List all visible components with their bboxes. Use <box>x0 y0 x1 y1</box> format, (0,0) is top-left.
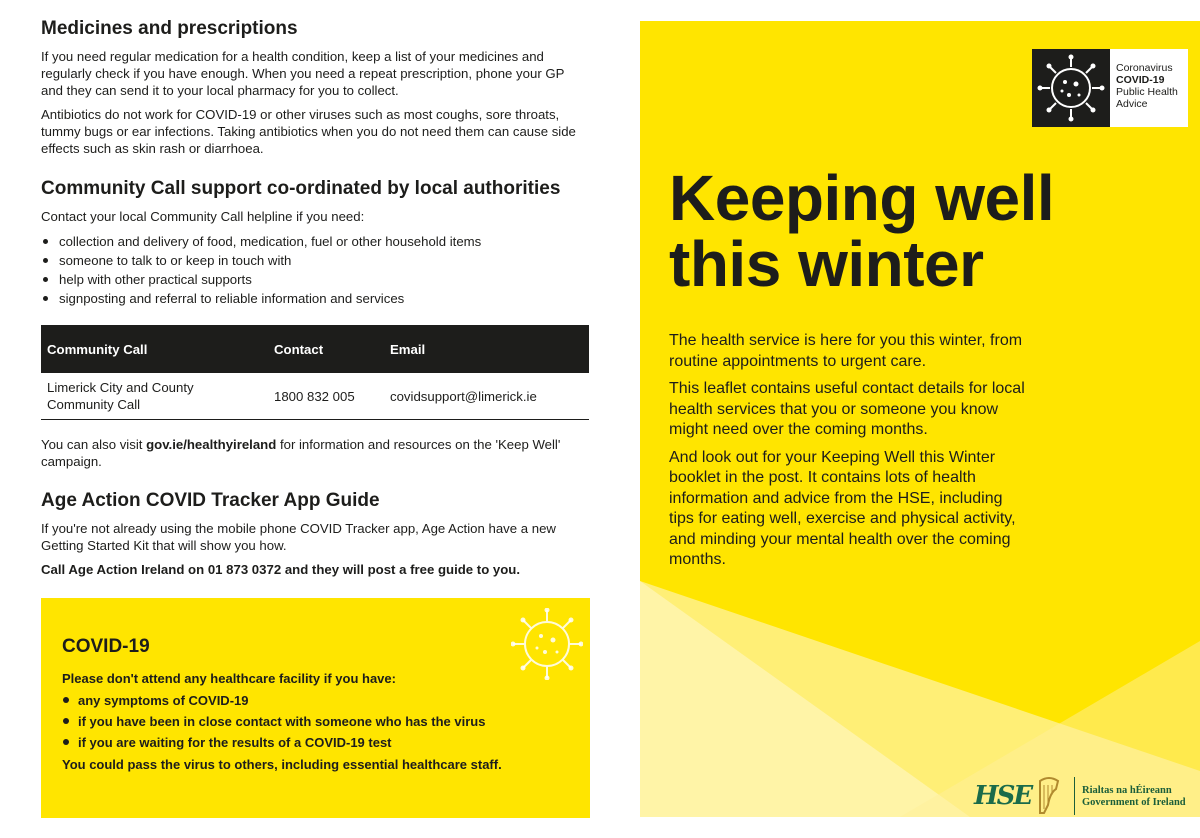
medicines-paragraph-1: If you need regular medication for a health condition, keep a list of your medicines and regularly check if you have enough. When you need a repeat prescription, phone your GP and they can send it to your local pharmacy for you to collect. <box>41 49 565 98</box>
visit-paragraph <box>41 436 589 470</box>
harp-icon <box>1036 775 1062 815</box>
medicines-section <box>41 18 589 164</box>
cover-paragraph-3: And look out for your Keeping Well this Winter booklet in the post. It contains lots of health information and advice from the HSE, including tips for eating well, exercise and physical activity, and minding your mental health over the coming months. <box>669 448 1016 568</box>
footer-logos <box>970 773 1200 817</box>
hse-logo-text: HSE <box>974 781 1032 811</box>
covid-box-list <box>62 690 485 753</box>
list-item: if you have been in close contact with someone who has the virus <box>62 711 485 732</box>
gov-line-2: Government of Ireland <box>1082 797 1186 808</box>
logo-line-1: Coronavirus <box>1116 62 1173 74</box>
header-email: Email <box>384 325 589 373</box>
covid-box-intro: Please don't attend any healthcare facility if you have: <box>62 671 396 686</box>
list-item: if you are waiting for the results of a COVID-19 test <box>62 732 485 753</box>
logo-virus-icon <box>1032 49 1110 127</box>
age-action-paragraph-1: If you're not already using the mobile phone COVID Tracker app, Age Action have a new Getting Started Kit that will show you how. <box>41 521 556 553</box>
cover-body <box>669 331 1029 578</box>
cover-panel <box>640 21 1200 817</box>
logo-line-2: COVID-19 <box>1116 74 1165 86</box>
logo-line-4: Advice <box>1116 98 1148 110</box>
title-line-2: this winter <box>669 228 984 300</box>
list-item: signposting and referral to reliable information and services <box>41 289 589 308</box>
list-item: collection and delivery of food, medication, fuel or other household items <box>41 232 589 251</box>
virus-icon <box>511 608 583 680</box>
hse-logo <box>974 781 1031 811</box>
visit-pre: You can also visit <box>41 437 147 452</box>
logo-text <box>1116 62 1178 110</box>
cover-title <box>669 162 1169 300</box>
gov-line-1: Rialtas na hÉireann <box>1082 785 1172 796</box>
government-of-ireland-logo <box>1082 785 1186 809</box>
community-intro: Contact your local Community Call helpline if you need: <box>41 209 365 224</box>
header-contact: Contact <box>268 325 384 373</box>
cell-contact: 1800 832 005 <box>268 373 384 420</box>
list-item: any symptoms of COVID-19 <box>62 690 485 711</box>
cover-paragraph-1: The health service is here for you this winter, from routine appointments to urgent care. <box>669 332 1023 370</box>
header-community-call: Community Call <box>41 325 268 373</box>
community-heading: Community Call support co-ordinated by local authorities <box>41 178 561 199</box>
age-action-heading: Age Action COVID Tracker App Guide <box>41 490 380 511</box>
medicines-heading: Medicines and prescriptions <box>41 18 298 39</box>
list-item: help with other practical supports <box>41 270 589 289</box>
covid-box-heading: COVID-19 <box>62 636 150 657</box>
cell-community-call: Limerick City and County Community Call <box>41 373 268 420</box>
medicines-paragraph-2: Antibiotics do not work for COVID-19 or other viruses such as most coughs, sore throats, tummy bugs or ear infections. Taking antibiotics when you do not need them can cause side effects such as skin rash or diarrhoea. <box>41 107 576 156</box>
covid-public-health-logo <box>1032 49 1188 127</box>
covid-box-outro: You could pass the virus to others, including essential healthcare staff. <box>62 757 502 772</box>
cell-email[interactable]: covidsupport@limerick.ie <box>384 373 589 420</box>
age-action-paragraph-2: Call Age Action Ireland on 01 873 0372 and they will post a free guide to you. <box>41 562 521 577</box>
covid-19-box <box>41 598 590 818</box>
community-call-section <box>41 178 589 469</box>
healthyireland-link[interactable]: gov.ie/healthyireland <box>146 437 277 452</box>
age-action-section <box>41 490 589 585</box>
community-call-table <box>41 325 589 420</box>
logo-line-3: Public Health <box>1116 86 1178 98</box>
table-header-row <box>41 325 589 373</box>
community-list <box>41 232 589 308</box>
logo-virus-tile <box>1032 49 1110 127</box>
title-line-1: Keeping well <box>669 162 1055 234</box>
visit-post: for information and resources on the 'Keep Well' campaign. <box>41 437 561 469</box>
list-item: someone to talk to or keep in touch with <box>41 251 589 270</box>
divider <box>1074 777 1075 815</box>
cover-paragraph-2: This leaflet contains useful contact details for local health services that you or someone you know might need over the coming months. <box>669 380 1025 438</box>
table-row <box>41 373 589 420</box>
